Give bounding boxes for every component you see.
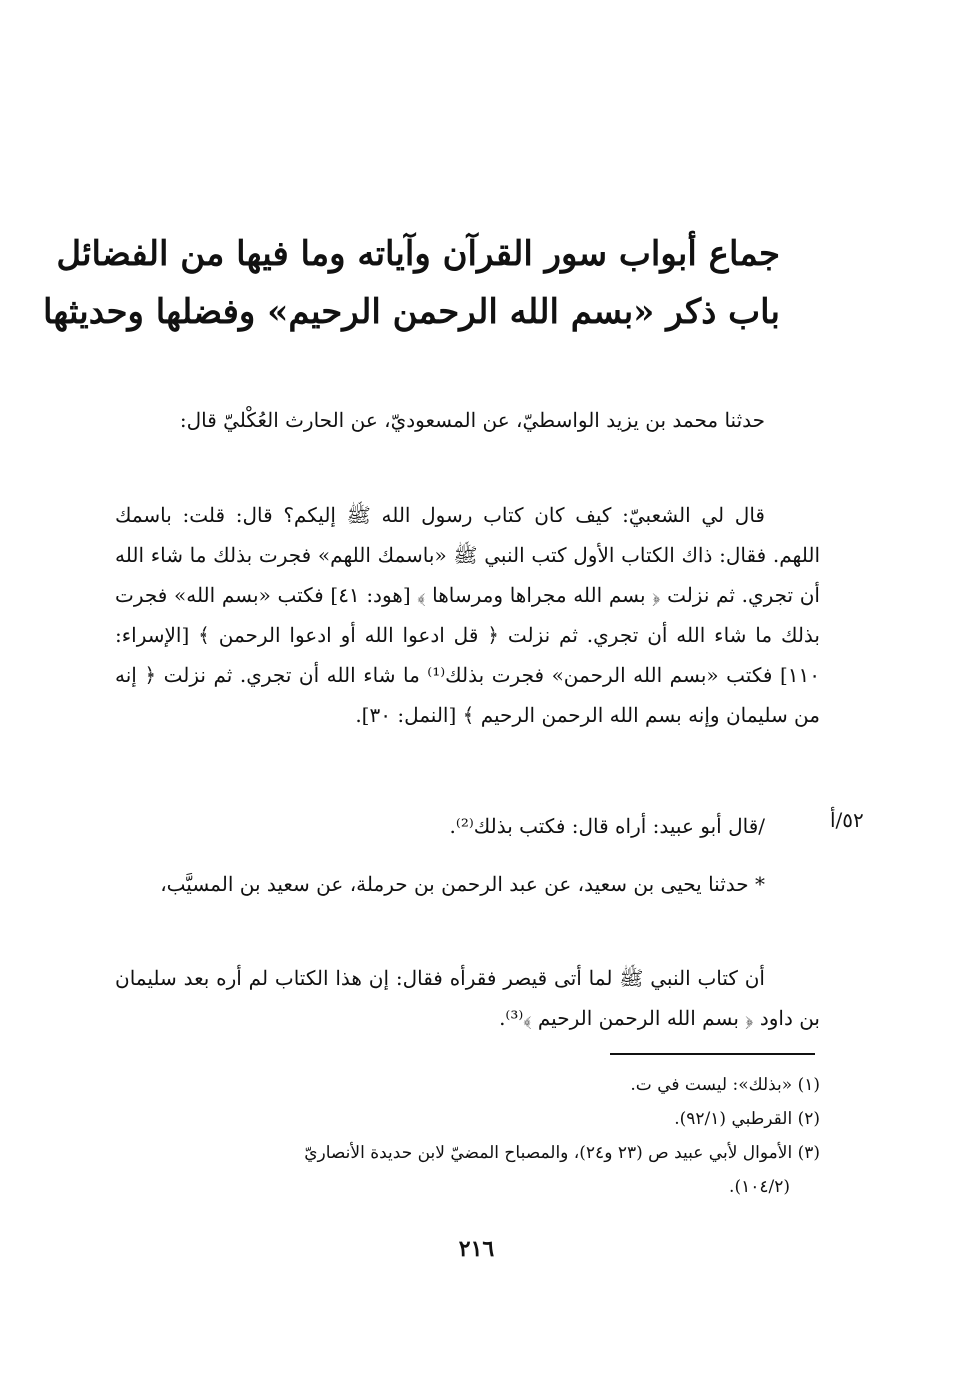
chapter-title: جماع أبواب سور القرآن وآياته وما فيها من الفضائل [56, 234, 780, 274]
paragraph-text: حدثنا محمد بن يزيد الواسطيّ، عن المسعوديّ، عن الحارث العُكْليّ قال: [179, 408, 765, 432]
footnote-divider [610, 1053, 815, 1055]
footnote-2: (٢) القرطبي (٩٢/١). [674, 1109, 820, 1129]
paragraph-text: * حدثنا يحيى بن سعيد، عن عبد الرحمن بن حرملة، عن سعيد بن المسيَّب، [160, 872, 765, 896]
footnote-3-continuation: (١٠٤/٢). [729, 1177, 790, 1197]
paragraph-abu-ubaid [115, 806, 820, 846]
paragraph-isnad-1 [115, 400, 820, 440]
chapter-titles [42, 225, 780, 341]
section-title: باب ذكر «بسم الله الرحمن الرحيم» وفضلها وحديثها [42, 292, 780, 332]
paragraph-text: قال لي الشعبيّ: كيف كان كتاب رسول الله ﷺ إليكم؟ قال: قلت: باسمك اللهم. فقال: ذاك الكتاب الأول كتب النبي ﷺ «باسمك اللهم» فجرت بذلك ما شاء الله أن تجري. ثم نزلت ﴿ بسم الله مجراها ومرساها ﴾ [هود: ٤١] فكتب «بسم الله» فجرت بذلك ما شاء الله أن تجري. ثم نزلت ﴿ قل ادعوا الله أو ادعوا الرحمن ﴾ [الإسراء: ١١٠] فكتب «بسم الله الرحمن» فجرت بذلك⁽¹⁾ ما شاء الله أن تجري. ثم نزلت ﴿ إنه من سليمان وإنه بسم الله الرحمن الرحيم ﴾ [النمل: ٣٠]. [115, 503, 821, 727]
paragraph-isnad-2 [115, 864, 820, 904]
paragraph-caesar-narration [115, 958, 820, 1038]
paragraph-shabi-narration [115, 495, 820, 735]
manuscript-folio-marker: ٥٢/أ [830, 808, 864, 832]
page-number: ٢١٦ [458, 1236, 495, 1262]
footnote-3: (٣) الأموال لأبي عبيد ص (٢٣ و٢٤)، والمصباح المضيّ لابن حديدة الأنصاريّ [304, 1143, 820, 1163]
paragraph-text: /قال أبو عبيد: أراه قال: فكتب بذلك⁽²⁾. [449, 814, 765, 838]
paragraph-text: أن كتاب النبي ﷺ لما أتى قيصر فقرأه فقال: إن هذا الكتاب لم أره بعد سليمان بن داود ﴿ بسم الله الرحمن الرحيم ﴾⁽³⁾. [115, 966, 820, 1030]
footnotes [115, 1068, 820, 1204]
footnote-1: (١) «بذلك»: ليست في ت. [630, 1075, 820, 1095]
